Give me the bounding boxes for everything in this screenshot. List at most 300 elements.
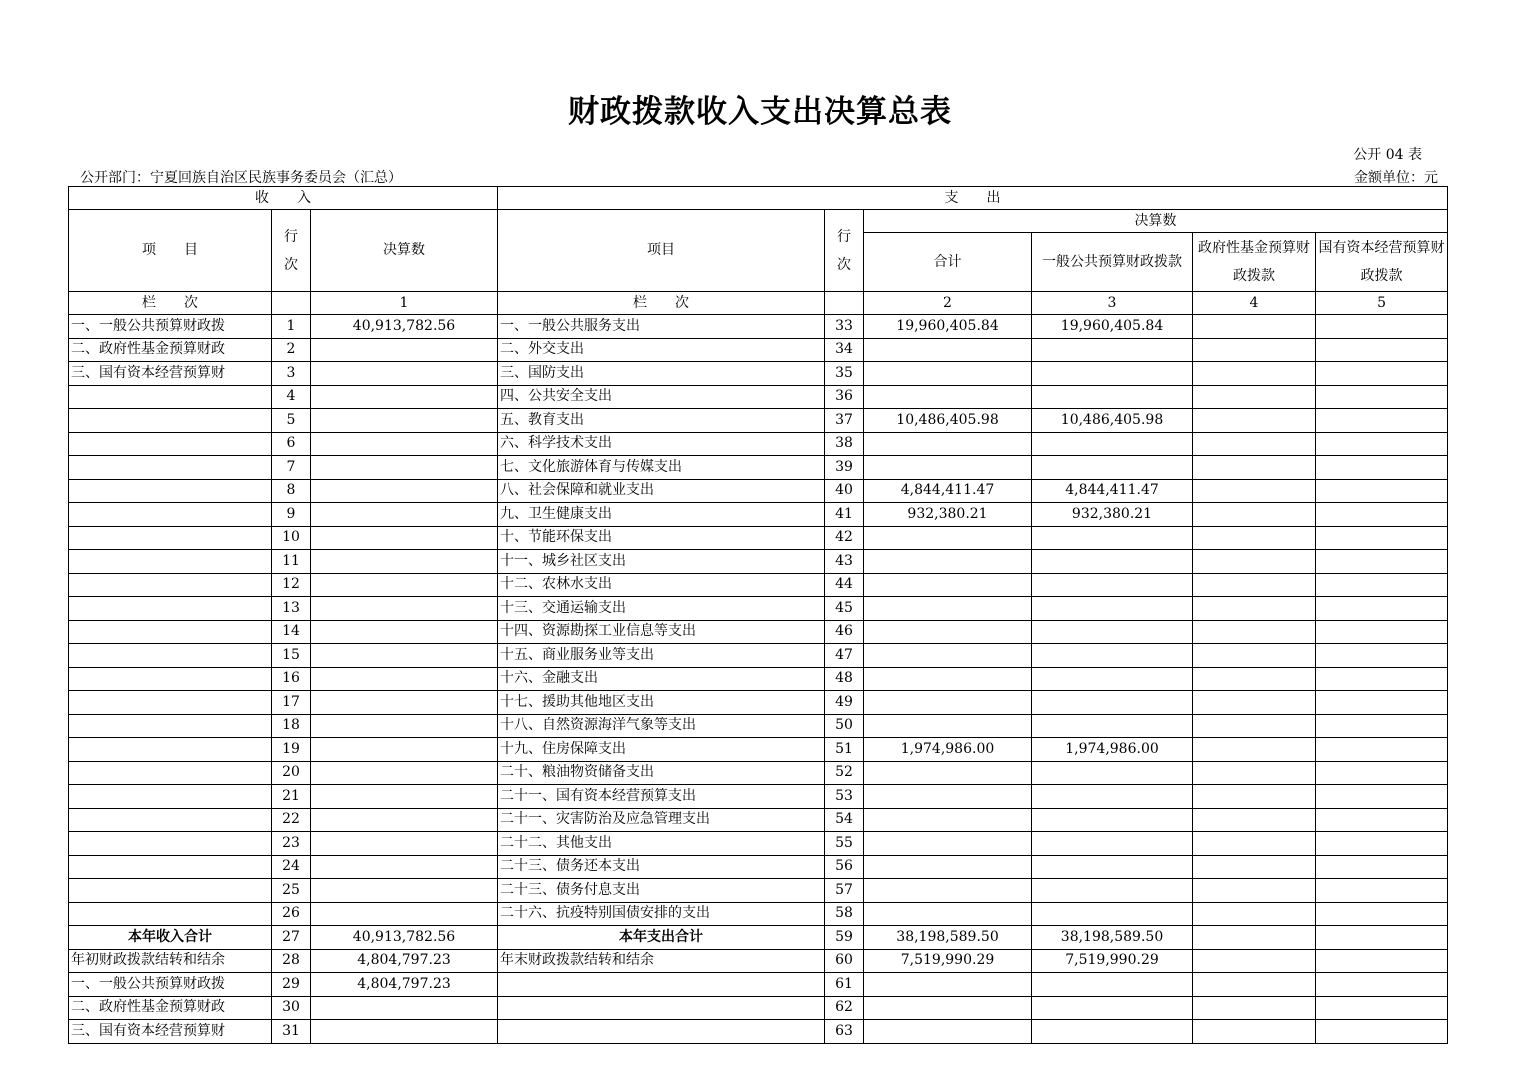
income-item-cell: 一、一般公共预算财政拨 (69, 973, 272, 997)
fund-budget-cell (1193, 714, 1316, 738)
fund-budget-cell (1193, 832, 1316, 856)
table-row (69, 503, 1448, 527)
expense-line-no-cell: 47 (825, 644, 864, 668)
income-line-no-cell: 21 (272, 785, 311, 809)
income-item-cell: 三、国有资本经营预算财 (69, 1020, 272, 1044)
expense-item-cell (498, 996, 825, 1020)
income-item-cell (69, 597, 272, 621)
total-cell (864, 832, 1032, 856)
income-line-no-cell: 15 (272, 644, 311, 668)
general-budget-cell (1032, 526, 1193, 550)
income-amount-cell (311, 573, 498, 597)
state-capital-cell (1316, 761, 1448, 785)
income-line-no-cell: 16 (272, 667, 311, 691)
income-item-cell (69, 902, 272, 926)
income-col-blank (272, 292, 311, 315)
expense-item-cell: 一、一般公共服务支出 (498, 315, 825, 339)
header-row-sections (69, 187, 1448, 210)
income-item-cell (69, 808, 272, 832)
income-item-cell (69, 738, 272, 762)
expense-line-no-cell: 57 (825, 879, 864, 903)
table-row (69, 949, 1448, 973)
general-budget-cell: 19,960,405.84 (1032, 315, 1193, 339)
total-cell (864, 432, 1032, 456)
income-item-cell (69, 667, 272, 691)
income-line-no-cell: 7 (272, 456, 311, 480)
expense-line-no-cell: 44 (825, 573, 864, 597)
income-line-no-cell: 19 (272, 738, 311, 762)
state-capital-cell (1316, 926, 1448, 950)
income-line-no-cell: 6 (272, 432, 311, 456)
total-cell (864, 550, 1032, 574)
fund-budget-cell (1193, 409, 1316, 433)
table-row (69, 926, 1448, 950)
fund-budget-cell (1193, 550, 1316, 574)
general-budget-cell (1032, 362, 1193, 386)
state-capital-cell (1316, 667, 1448, 691)
income-amount-cell (311, 1020, 498, 1044)
income-amount-cell (311, 996, 498, 1020)
state-capital-cell (1316, 409, 1448, 433)
col-index-3: 3 (1032, 292, 1193, 315)
col-index-1: 1 (311, 292, 498, 315)
fund-budget-cell (1193, 315, 1316, 339)
general-budget-cell (1032, 714, 1193, 738)
fund-budget-cell (1193, 879, 1316, 903)
total-cell (864, 644, 1032, 668)
fund-budget-cell (1193, 362, 1316, 386)
income-amount-cell (311, 385, 498, 409)
total-cell: 4,844,411.47 (864, 479, 1032, 503)
income-amount-cell (311, 432, 498, 456)
income-item-cell (69, 855, 272, 879)
income-line-no-cell: 5 (272, 409, 311, 433)
state-capital-cell (1316, 902, 1448, 926)
state-capital-cell (1316, 973, 1448, 997)
general-budget-cell (1032, 996, 1193, 1020)
income-item-cell (69, 573, 272, 597)
state-capital-cell (1316, 550, 1448, 574)
expense-line-no-cell: 55 (825, 832, 864, 856)
income-amount-cell (311, 785, 498, 809)
total-cell (864, 667, 1032, 691)
expense-line-no-cell: 36 (825, 385, 864, 409)
general-budget-cell (1032, 432, 1193, 456)
general-budget-cell: 10,486,405.98 (1032, 409, 1193, 433)
total-cell (864, 902, 1032, 926)
report-table (68, 186, 1448, 1044)
total-cell (864, 385, 1032, 409)
total-cell (864, 1020, 1032, 1044)
income-line-no-header (272, 210, 311, 292)
state-capital-cell (1316, 738, 1448, 762)
expense-item-cell: 四、公共安全支出 (498, 385, 825, 409)
income-item-cell (69, 644, 272, 668)
general-budget-cell (1032, 785, 1193, 809)
income-line-no-cell: 20 (272, 761, 311, 785)
expense-line-no-cell: 33 (825, 315, 864, 339)
total-cell: 1,974,986.00 (864, 738, 1032, 762)
expense-line-no-cell: 41 (825, 503, 864, 527)
expense-item-cell: 十七、援助其他地区支出 (498, 691, 825, 715)
income-line-no-cell: 11 (272, 550, 311, 574)
fund-budget-cell (1193, 432, 1316, 456)
income-item-cell (69, 761, 272, 785)
state-capital-cell (1316, 432, 1448, 456)
expense-item-cell: 十九、住房保障支出 (498, 738, 825, 762)
income-amount-cell (311, 761, 498, 785)
fund-budget-cell (1193, 620, 1316, 644)
income-line-no-cell: 10 (272, 526, 311, 550)
expense-line-no-text: 行次 (837, 228, 852, 273)
income-line-no-cell: 8 (272, 479, 311, 503)
total-cell: 10,486,405.98 (864, 409, 1032, 433)
table-row (69, 902, 1448, 926)
total-cell: 19,960,405.84 (864, 315, 1032, 339)
total-cell: 932,380.21 (864, 503, 1032, 527)
fund-budget-cell (1193, 338, 1316, 362)
table-row (69, 785, 1448, 809)
income-amount-cell (311, 902, 498, 926)
income-line-no-cell: 9 (272, 503, 311, 527)
income-amount-cell (311, 362, 498, 386)
expense-line-no-cell: 58 (825, 902, 864, 926)
state-capital-cell (1316, 644, 1448, 668)
income-line-no-cell: 22 (272, 808, 311, 832)
general-budget-cell (1032, 644, 1193, 668)
general-budget-cell: 38,198,589.50 (1032, 926, 1193, 950)
income-item-cell (69, 479, 272, 503)
total-cell (864, 761, 1032, 785)
fund-budget-cell (1193, 926, 1316, 950)
fund-budget-cell (1193, 644, 1316, 668)
expense-item-cell: 二十二、其他支出 (498, 832, 825, 856)
expense-col-blank (825, 292, 864, 315)
table-row (69, 573, 1448, 597)
total-cell (864, 338, 1032, 362)
fund-budget-header: 政府性基金预算财政拨款 (1193, 233, 1316, 292)
state-capital-cell (1316, 362, 1448, 386)
table-row (69, 714, 1448, 738)
income-line-no-cell: 13 (272, 597, 311, 621)
total-cell: 7,519,990.29 (864, 949, 1032, 973)
income-amount-cell (311, 597, 498, 621)
income-item-cell: 二、政府性基金预算财政 (69, 996, 272, 1020)
table-row (69, 385, 1448, 409)
col-index-5: 5 (1316, 292, 1448, 315)
table-row (69, 644, 1448, 668)
state-capital-cell (1316, 691, 1448, 715)
expense-line-no-cell: 42 (825, 526, 864, 550)
expense-line-no-cell: 35 (825, 362, 864, 386)
table-row (69, 550, 1448, 574)
income-line-no-cell: 26 (272, 902, 311, 926)
general-budget-cell (1032, 902, 1193, 926)
general-budget-cell: 932,380.21 (1032, 503, 1193, 527)
state-capital-cell (1316, 479, 1448, 503)
total-cell (864, 808, 1032, 832)
expense-item-cell: 二十一、国有资本经营预算支出 (498, 785, 825, 809)
expense-item-cell: 二十三、债务还本支出 (498, 855, 825, 879)
income-item-cell: 一、一般公共预算财政拨 (69, 315, 272, 339)
expense-item-cell: 十四、资源勘探工业信息等支出 (498, 620, 825, 644)
income-col-label: 栏 次 (69, 292, 272, 315)
income-item-cell (69, 456, 272, 480)
income-amount-cell (311, 738, 498, 762)
fund-budget-cell (1193, 785, 1316, 809)
general-budget-cell: 1,974,986.00 (1032, 738, 1193, 762)
fund-budget-cell (1193, 738, 1316, 762)
table-row (69, 409, 1448, 433)
general-budget-cell (1032, 761, 1193, 785)
total-cell (864, 691, 1032, 715)
income-line-no-cell: 2 (272, 338, 311, 362)
general-budget-cell (1032, 620, 1193, 644)
general-budget-cell: 7,519,990.29 (1032, 949, 1193, 973)
general-budget-cell (1032, 1020, 1193, 1044)
fund-budget-cell (1193, 479, 1316, 503)
state-capital-cell (1316, 338, 1448, 362)
income-amount-cell (311, 714, 498, 738)
total-cell: 38,198,589.50 (864, 926, 1032, 950)
income-item-cell: 二、政府性基金预算财政 (69, 338, 272, 362)
fund-budget-cell (1193, 503, 1316, 527)
currency-unit-label: 金额单位：元 (1354, 170, 1438, 186)
income-amount-cell (311, 879, 498, 903)
fund-budget-cell (1193, 973, 1316, 997)
expense-item-cell (498, 1020, 825, 1044)
table-row (69, 620, 1448, 644)
general-budget-cell (1032, 691, 1193, 715)
state-capital-cell (1316, 503, 1448, 527)
income-item-cell (69, 879, 272, 903)
expense-line-no-cell: 63 (825, 1020, 864, 1044)
income-amount-cell (311, 338, 498, 362)
header-row-1 (69, 210, 1448, 233)
income-item-cell (69, 714, 272, 738)
expense-line-no-cell: 50 (825, 714, 864, 738)
fund-budget-cell (1193, 1020, 1316, 1044)
fund-budget-cell (1193, 902, 1316, 926)
income-item-cell (69, 409, 272, 433)
expense-section-header: 支 出 (498, 187, 1448, 210)
income-amount-cell: 4,804,797.23 (311, 973, 498, 997)
table-number: 公开 04 表 (1353, 147, 1422, 163)
total-cell (864, 996, 1032, 1020)
col-index-2: 2 (864, 292, 1032, 315)
income-item-cell (69, 785, 272, 809)
general-budget-cell (1032, 456, 1193, 480)
table-row (69, 362, 1448, 386)
income-amount-cell (311, 409, 498, 433)
fund-budget-cell (1193, 996, 1316, 1020)
expense-item-cell: 三、国防支出 (498, 362, 825, 386)
total-cell (864, 620, 1032, 644)
expense-line-no-cell: 43 (825, 550, 864, 574)
expense-line-no-cell: 59 (825, 926, 864, 950)
expense-line-no-cell: 54 (825, 808, 864, 832)
expense-item-cell: 十六、金融支出 (498, 667, 825, 691)
expense-item-cell: 二、外交支出 (498, 338, 825, 362)
income-amount-cell (311, 503, 498, 527)
total-cell (864, 362, 1032, 386)
income-line-no-cell: 4 (272, 385, 311, 409)
total-cell (864, 879, 1032, 903)
fund-budget-cell (1193, 385, 1316, 409)
income-amount-header: 决算数 (311, 210, 498, 292)
expense-item-cell: 十、节能环保支出 (498, 526, 825, 550)
income-line-no-cell: 23 (272, 832, 311, 856)
expense-line-no-header (825, 210, 864, 292)
expense-line-no-cell: 37 (825, 409, 864, 433)
state-capital-budget-header: 国有资本经营预算财政拨款 (1316, 233, 1448, 292)
state-capital-cell (1316, 785, 1448, 809)
income-amount-cell (311, 832, 498, 856)
income-section-header: 收 入 (69, 187, 498, 210)
expense-item-cell: 七、文化旅游体育与传媒支出 (498, 456, 825, 480)
expense-line-no-cell: 52 (825, 761, 864, 785)
table-row (69, 526, 1448, 550)
expense-item-cell: 六、科学技术支出 (498, 432, 825, 456)
income-amount-cell: 4,804,797.23 (311, 949, 498, 973)
general-budget-cell (1032, 338, 1193, 362)
income-item-cell (69, 832, 272, 856)
expense-line-no-cell: 61 (825, 973, 864, 997)
state-capital-cell (1316, 879, 1448, 903)
table-row (69, 456, 1448, 480)
state-capital-cell (1316, 385, 1448, 409)
state-capital-cell (1316, 1020, 1448, 1044)
total-cell (864, 714, 1032, 738)
table-row (69, 738, 1448, 762)
expense-item-header: 项目 (498, 210, 825, 292)
income-amount-cell (311, 620, 498, 644)
income-item-cell: 本年收入合计 (69, 926, 272, 950)
expense-line-no-cell: 40 (825, 479, 864, 503)
budget-group-header: 决算数 (864, 210, 1448, 233)
income-amount-cell: 40,913,782.56 (311, 926, 498, 950)
state-capital-cell (1316, 526, 1448, 550)
page-title: 财政拨款收入支出决算总表 (568, 94, 952, 130)
general-budget-cell (1032, 879, 1193, 903)
expense-item-cell (498, 973, 825, 997)
expense-line-no-cell: 38 (825, 432, 864, 456)
income-line-no-cell: 3 (272, 362, 311, 386)
income-line-no-cell: 18 (272, 714, 311, 738)
income-item-cell: 年初财政拨款结转和结余 (69, 949, 272, 973)
general-budget-cell (1032, 973, 1193, 997)
general-budget-cell (1032, 573, 1193, 597)
expense-line-no-cell: 34 (825, 338, 864, 362)
total-cell (864, 573, 1032, 597)
income-amount-cell (311, 479, 498, 503)
total-cell (864, 855, 1032, 879)
state-capital-cell (1316, 456, 1448, 480)
general-budget-cell (1032, 855, 1193, 879)
fund-budget-cell (1193, 691, 1316, 715)
state-capital-cell (1316, 573, 1448, 597)
fund-budget-cell (1193, 949, 1316, 973)
state-capital-cell (1316, 315, 1448, 339)
income-line-no-cell: 17 (272, 691, 311, 715)
income-amount-cell (311, 808, 498, 832)
income-item-cell (69, 432, 272, 456)
table-row (69, 973, 1448, 997)
income-amount-cell (311, 667, 498, 691)
income-line-no-cell: 31 (272, 1020, 311, 1044)
general-budget-cell (1032, 667, 1193, 691)
income-amount-cell (311, 691, 498, 715)
table-row (69, 432, 1448, 456)
income-item-cell (69, 385, 272, 409)
income-item-cell (69, 526, 272, 550)
general-budget-header: 一般公共预算财政拨款 (1032, 233, 1193, 292)
income-amount-cell (311, 456, 498, 480)
table-row (69, 315, 1448, 339)
table-row (69, 1020, 1448, 1044)
total-cell (864, 973, 1032, 997)
table-row (69, 996, 1448, 1020)
table-row (69, 832, 1448, 856)
expense-line-no-cell: 53 (825, 785, 864, 809)
expense-item-cell: 五、教育支出 (498, 409, 825, 433)
income-line-no-cell: 24 (272, 855, 311, 879)
income-amount-cell (311, 855, 498, 879)
income-line-no-cell: 28 (272, 949, 311, 973)
income-item-cell: 三、国有资本经营预算财 (69, 362, 272, 386)
income-amount-cell (311, 550, 498, 574)
table-row (69, 667, 1448, 691)
expense-item-cell: 十一、城乡社区支出 (498, 550, 825, 574)
income-line-no-cell: 14 (272, 620, 311, 644)
income-amount-cell (311, 644, 498, 668)
expense-line-no-cell: 39 (825, 456, 864, 480)
total-cell (864, 597, 1032, 621)
expense-line-no-cell: 46 (825, 620, 864, 644)
table-row (69, 808, 1448, 832)
fund-budget-cell (1193, 597, 1316, 621)
expense-item-cell: 十二、农林水支出 (498, 573, 825, 597)
fund-budget-cell (1193, 573, 1316, 597)
expense-item-cell: 二十三、债务付息支出 (498, 879, 825, 903)
fund-budget-cell (1193, 526, 1316, 550)
total-header: 合计 (864, 233, 1032, 292)
general-budget-cell (1032, 385, 1193, 409)
income-line-no-text: 行次 (284, 228, 298, 273)
expense-item-cell: 本年支出合计 (498, 926, 825, 950)
total-cell (864, 526, 1032, 550)
general-budget-cell (1032, 550, 1193, 574)
expense-line-no-cell: 49 (825, 691, 864, 715)
expense-item-cell: 十五、商业服务业等支出 (498, 644, 825, 668)
col-index-4: 4 (1193, 292, 1316, 315)
column-index-row (69, 292, 1448, 315)
income-item-cell (69, 503, 272, 527)
expense-item-cell: 二十一、灾害防治及应急管理支出 (498, 808, 825, 832)
fund-budget-cell (1193, 456, 1316, 480)
expense-item-cell: 二十六、抗疫特别国债安排的支出 (498, 902, 825, 926)
table-row (69, 691, 1448, 715)
fund-budget-cell (1193, 808, 1316, 832)
expense-line-no-cell: 45 (825, 597, 864, 621)
expense-line-no-cell: 62 (825, 996, 864, 1020)
income-item-cell (69, 550, 272, 574)
state-capital-cell (1316, 949, 1448, 973)
table-row (69, 879, 1448, 903)
state-capital-cell (1316, 714, 1448, 738)
income-line-no-cell: 27 (272, 926, 311, 950)
income-line-no-cell: 12 (272, 573, 311, 597)
